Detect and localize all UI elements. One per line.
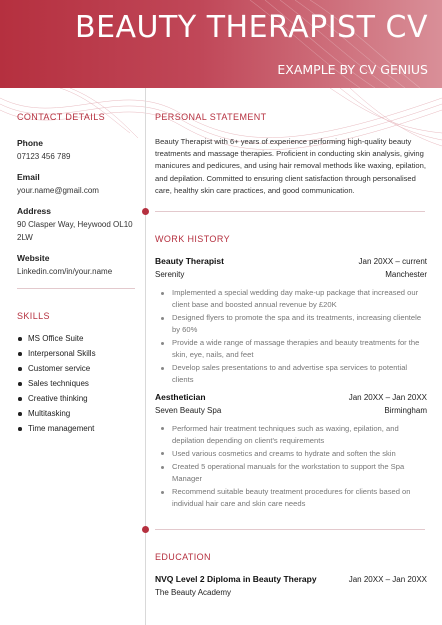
- email-value[interactable]: your.name@gmail.com: [17, 186, 99, 195]
- education-section: [155, 552, 427, 597]
- education-dates: Jan 20XX – Jan 20XX: [348, 575, 427, 584]
- phone-value: 07123 456 789: [17, 152, 71, 161]
- left-divider: [17, 288, 135, 289]
- job-dates: Jan 20XX – current: [358, 257, 427, 266]
- column-divider: [145, 88, 146, 625]
- contact-email: [17, 172, 135, 197]
- skill-item: Creative thinking: [17, 391, 135, 406]
- skill-item: Interpersonal Skills: [17, 346, 135, 361]
- skill-item: Time management: [17, 421, 135, 436]
- job-bullet: Develop sales presentations to and advertise spa services to potential clients: [155, 362, 427, 386]
- job-entry: [155, 392, 427, 510]
- job-header: [155, 256, 427, 266]
- job-bullet: Performed hair treatment techniques such as waxing, epilation, and depilation depending on client's requirements: [155, 423, 427, 447]
- job-bullet: Designed flyers to promote the spa and its treatments, increasing clientele by 60%: [155, 312, 427, 336]
- phone-label: Phone: [17, 138, 43, 148]
- job-header: [155, 392, 427, 402]
- job-title: Beauty Therapist: [155, 256, 224, 266]
- skills-section: [17, 311, 135, 436]
- job-bullets: [155, 287, 427, 386]
- work-history-section: [155, 234, 427, 511]
- contact-heading: CONTACT DETAILS: [17, 112, 106, 122]
- address-line-1: 90 Clasper Way, Heywood OL10: [17, 220, 133, 229]
- job-location: Birmingham: [384, 405, 427, 415]
- statement-text: Beauty Therapist with 6+ years of experience performing high-quality beauty treatments and massage therapies. Proficient in conducting skin analysis, giving manicures and pedicures, and using hair removal methods like waxing, epilation, and depilation. Committed to ensuring client satisfaction through personalised care, healthy skin care practices, and good communication.: [155, 137, 426, 195]
- job-bullet: Provide a wide range of massage therapies and beauty treatments for the skin, eye, nails, and feet: [155, 337, 427, 361]
- address-label: Address: [17, 206, 52, 216]
- cv-title: BEAUTY THERAPIST CV: [74, 10, 428, 45]
- address-line-2: 2LW: [17, 233, 33, 242]
- job-bullet: Created 5 operational manuals for the workstation to support the Spa Manager: [155, 461, 427, 485]
- contact-address: [17, 206, 135, 244]
- skill-item: Customer service: [17, 361, 135, 376]
- skill-item: MS Office Suite: [17, 331, 135, 346]
- contact-phone: [17, 138, 135, 163]
- cv-subtitle: EXAMPLE BY CV GENIUS: [277, 62, 428, 77]
- job-location: Manchester: [385, 270, 427, 279]
- website-label: Website: [17, 253, 50, 263]
- section-divider: [155, 211, 425, 212]
- education-heading: EDUCATION: [155, 552, 211, 562]
- section-divider: [155, 529, 425, 530]
- contact-website: [17, 253, 135, 278]
- job-bullet: Recommend suitable beauty treatment procedures for clients based on individual hair care and skin care needs: [155, 486, 427, 510]
- education-title: NVQ Level 2 Diploma in Beauty Therapy: [155, 574, 317, 584]
- education-header: [155, 574, 427, 584]
- education-school: The Beauty Academy: [155, 588, 232, 597]
- job-bullets: [155, 423, 427, 510]
- job-bullet: Implemented a special wedding day make-up package that increased our client base and boosted annual revenue by £20K: [155, 287, 427, 311]
- skills-list: [17, 331, 135, 436]
- left-column: [17, 112, 135, 278]
- website-value[interactable]: Linkedin.com/in/your.name: [17, 267, 113, 276]
- skills-heading: SKILLS: [17, 311, 50, 321]
- email-label: Email: [17, 172, 40, 182]
- job-title: Aesthetician: [155, 391, 206, 402]
- timeline-dot: [142, 526, 149, 533]
- job-company: Seven Beauty Spa: [155, 405, 222, 415]
- job-dates: Jan 20XX – Jan 20XX: [348, 392, 427, 402]
- personal-statement-section: [155, 112, 427, 197]
- job-bullet: Used various cosmetics and creams to hydrate and soften the skin: [155, 448, 427, 460]
- skill-item: Sales techniques: [17, 376, 135, 391]
- timeline-dot: [142, 208, 149, 215]
- job-subheader: [155, 270, 427, 279]
- header-banner: [0, 0, 442, 88]
- statement-heading: PERSONAL STATEMENT: [155, 112, 267, 122]
- work-heading: WORK HISTORY: [155, 234, 230, 244]
- job-company: Serenity: [155, 270, 185, 279]
- skill-item: Multitasking: [17, 406, 135, 421]
- job-subheader: [155, 406, 427, 415]
- job-entry: [155, 256, 427, 386]
